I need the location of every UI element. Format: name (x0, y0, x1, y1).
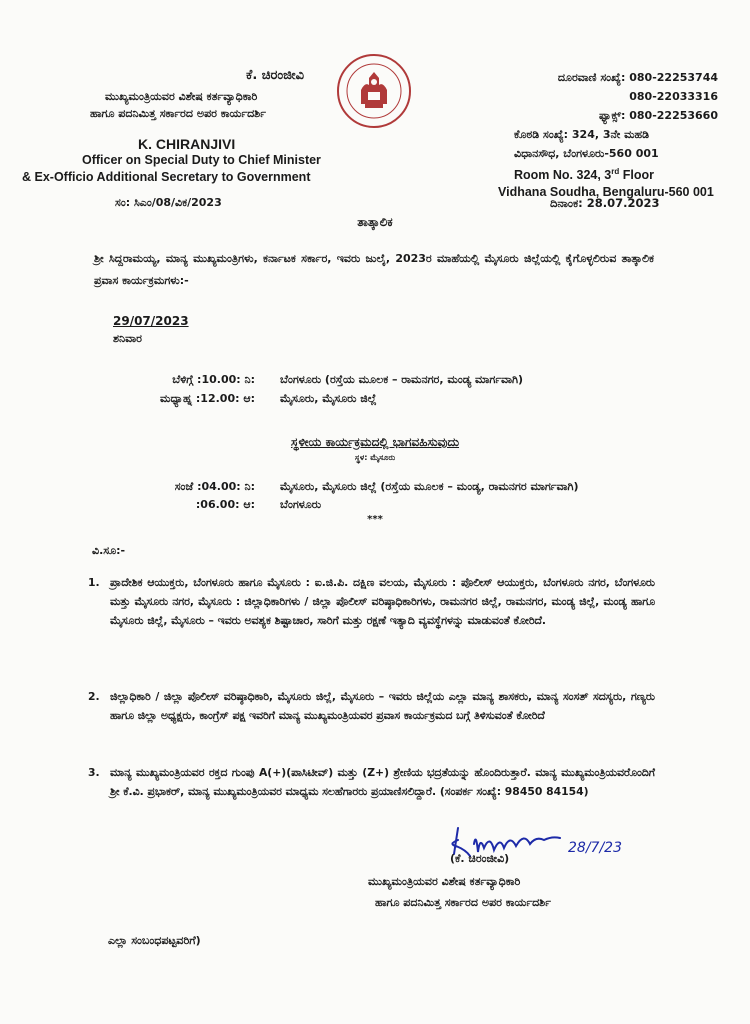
schedule-time: ಬೆಳಿಗ್ಗೆ :10.00: ನಿ: (172, 373, 255, 386)
signatory-name: (ಕೆ. ಚಿರಂಜೀವಿ) (450, 852, 510, 865)
list-item-text: ಜಿಲ್ಲಾಧಿಕಾರಿ / ಜಿಲ್ಲಾ ಪೊಲೀಸ್ ವರಿಷ್ಠಾಧಿಕಾರಿ, ಮೈಸೂರು ಜಿಲ್ಲೆ, ಮೈಸೂರು – ಇವರು ಜಿಲ್ಲೆಯ ಎಲ್ಲಾ ಮಾನ್ಯ ಶಾಸಕರು, ಮಾನ್ಯ ಸಂಸತ್ ಸದಸ್ಯರು, ಗಣ್ಯರು ಹಾಗೂ ಜಿಲ್ಲಾ ಅಧ್ಯಕ್ಷರು, ಕಾಂಗ್ರೆಸ್ ಪಕ್ಷ ಇವರಿಗೆ ಮಾನ್ಯ ಮುಖ್ಯಮಂತ್ರಿಯವರ ಪ್ರವಾಸ ಕಾರ್ಯಕ್ರಮದ ಬಗ್ಗೆ ತಿಳಿಸುವಂತೆ ಕೋರಿದೆ (110, 690, 655, 722)
signature-date: 28/7/23 (568, 840, 622, 856)
address-english: Vidhana Soudha, Bengaluru-560 001 (498, 185, 714, 200)
reference-number: ಸಂ: ಸಿಎಂ/08/ವಿಕ/2023 (115, 196, 222, 209)
officer-name-kannada: ಕೆ. ಚಿರಂಜೀವಿ (245, 68, 305, 83)
program-venue: ಸ್ಥಳ: ಮೈಸೂರು (354, 453, 396, 462)
schedule-date: 29/07/2023 (113, 314, 189, 328)
schedule-time: ಸಂಜೆ :04.00: ನಿ: (174, 480, 255, 493)
list-item-number: 1. (88, 576, 100, 589)
fax-number: ಫ್ಯಾಕ್ಸ್: 080-22253660 (598, 109, 718, 122)
schedule-day: ಶನಿವಾರ (113, 332, 142, 345)
officer-name-english: K. CHIRANJIVI (138, 136, 236, 152)
officer-designation-kannada-line2: ಹಾಗೂ ಪದನಿಮಿತ್ತ ಸರ್ಕಾರದ ಅಪರ ಕಾರ್ಯದರ್ಶಿ (90, 107, 266, 120)
officer-designation-kannada-line1: ಮುಖ್ಯಮಂತ್ರಿಯವರ ವಿಶೇಷ ಕರ್ತವ್ಯಾಧಿಕಾರಿ (105, 90, 258, 103)
room-number-kannada: ಕೊಠಡಿ ಸಂಖ್ಯೆ: 324, 3ನೇ ಮಹಡಿ (514, 128, 650, 141)
list-item-number: 3. (88, 766, 100, 779)
schedule-place: ಮೈಸೂರು, ಮೈಸೂರು ಜಿಲ್ಲೆ (280, 392, 377, 405)
letter-date: ದಿನಾಂಕ: 28.07.2023 (550, 196, 660, 210)
note-label: ವಿ.ಸೂ:- (92, 544, 126, 557)
list-item-text: ಮಾನ್ಯ ಮುಖ್ಯಮಂತ್ರಿಯವರ ರಕ್ತದ ಗುಂಪು A(+)(ಪಾಸಿಟೀವ್) ಮತ್ತು (Z+) ಶ್ರೇಣಿಯ ಭದ್ರತೆಯನ್ನು ಹೊಂದಿರುತ್ತಾರೆ. ಮಾನ್ಯ ಮುಖ್ಯಮಂತ್ರಿಯವರೊಂದಿಗೆ ಶ್ರೀ ಕೆ.ವಿ. ಪ್ರಭಾಕರ್, ಮಾನ್ಯ ಮುಖ್ಯಮಂತ್ರಿಯವರ ಮಾಧ್ಯಮ ಸಲಹೆಗಾರರು ಪ್ರಯಾಣಿಸಲಿದ್ದಾರೆ. (ಸಂಪರ್ಕ ಸಂಖ್ಯೆ: 98450 84154) (110, 766, 655, 798)
address-kannada: ವಿಧಾನಸೌಧ, ಬೆಂಗಳೂರು-560 001 (514, 147, 659, 160)
phone-number-1: ದೂರವಾಣಿ ಸಂಖ್ಯೆ: 080-22253744 (557, 71, 718, 84)
section-end-mark: *** (367, 514, 383, 525)
schedule-place: ಮೈಸೂರು, ಮೈಸೂರು ಜಿಲ್ಲೆ (ರಸ್ತೆಯ ಮೂಲಕ – ಮಂಡ್ಯ, ರಾಮನಗರ ಮಾರ್ಗವಾಗಿ) (280, 480, 579, 493)
schedule-place: ಬೆಂಗಳೂರು (280, 498, 322, 511)
schedule-place: ಬೆಂಗಳೂರು (ರಸ್ತೆಯ ಮೂಲಕ – ರಾಮನಗರ, ಮಂಡ್ಯ ಮಾರ್ಗವಾಗಿ) (280, 373, 524, 386)
officer-designation-english-line1: Officer on Special Duty to Chief Minister (82, 153, 321, 167)
karnataka-emblem-icon (335, 52, 413, 130)
schedule-row (0, 480, 750, 498)
schedule-row (0, 373, 750, 391)
phone-number-2: 080-22033316 (629, 90, 718, 103)
officer-designation-english-line2: & Ex-Officio Additional Secretary to Government (22, 170, 311, 184)
program-title: ಸ್ಥಳೀಯ ಕಾರ್ಯಕ್ರಮದಲ್ಲಿ ಭಾಗವಹಿಸುವುದು (290, 435, 460, 449)
schedule-row (0, 392, 750, 410)
schedule-time: :06.00: ಆ: (195, 498, 255, 511)
signatory-designation-line2: ಹಾಗೂ ಪದನಿಮಿತ್ತ ಸರ್ಕಾರದ ಅಪರ ಕಾರ್ಯದರ್ಶಿ (375, 896, 551, 909)
document-heading: ತಾತ್ಕಾಲಿಕ (357, 215, 393, 229)
schedule-time: ಮಧ್ಯಾಹ್ನ :12.00: ಆ: (160, 392, 255, 405)
intro-paragraph: ಶ್ರೀ ಸಿದ್ದರಾಮಯ್ಯ, ಮಾನ್ಯ ಮುಖ್ಯಮಂತ್ರಿಗಳು, ಕರ್ನಾಟಕ ಸರ್ಕಾರ, ಇವರು ಜುಲೈ, 2023ರ ಮಾಹೆಯಲ್ಲಿ ಮೈಸೂರು ಜಿಲ್ಲೆಯಲ್ಲಿ ಕೈಗೊಳ್ಳಲಿರುವ ತಾತ್ಕಾಲಿಕ ಪ್ರವಾಸ ಕಾರ್ಯಕ್ರಮಗಳು:- (94, 252, 654, 287)
list-item-number: 2. (88, 690, 100, 703)
list-item-text: ಪ್ರಾದೇಶಿಕ ಆಯುಕ್ತರು, ಬೆಂಗಳೂರು ಹಾಗೂ ಮೈಸೂರು : ಐ.ಜಿ.ಪಿ. ದಕ್ಷಿಣ ವಲಯ, ಮೈಸೂರು : ಪೊಲೀಸ್ ಆಯುಕ್ತರು, ಬೆಂಗಳೂರು ನಗರ, ಬೆಂಗಳೂರು ಮತ್ತು ಮೈಸೂರು ನಗರ, ಮೈಸೂರು : ಜಿಲ್ಲಾಧಿಕಾರಿಗಳು / ಜಿಲ್ಲಾ ಪೊಲೀಸ್ ವರಿಷ್ಠಾಧಿಕಾರಿಗಳು, ರಾಮನಗರ ಜಿಲ್ಲೆ, ರಾಮನಗರ, ಮಂಡ್ಯ ಜಿಲ್ಲೆ, ಮಂಡ್ಯ ಹಾಗೂ ಮೈಸೂರು ಜಿಲ್ಲೆ, ಮೈಸೂರು – ಇವರು ಅವಶ್ಯಕ ಶಿಷ್ಟಾಚಾರ, ಸಾರಿಗೆ ಮತ್ತು ರಕ್ಷಣೆ ಇತ್ಯಾದಿ ವ್ಯವಸ್ಥೆಗಳನ್ನು ಮಾಡುವಂತೆ ಕೋರಿದೆ. (110, 576, 655, 627)
signatory-designation-line1: ಮುಖ್ಯಮಂತ್ರಿಯವರ ವಿಶೇಷ ಕರ್ತವ್ಯಾಧಿಕಾರಿ (368, 875, 521, 888)
contact-block (498, 68, 718, 201)
recipient-line: ಎಲ್ಲಾ ಸಂಬಂಧಪಟ್ಟವರಿಗೆ) (108, 934, 201, 947)
room-number-english: Room No. 324, 3rd Floor (514, 167, 654, 183)
